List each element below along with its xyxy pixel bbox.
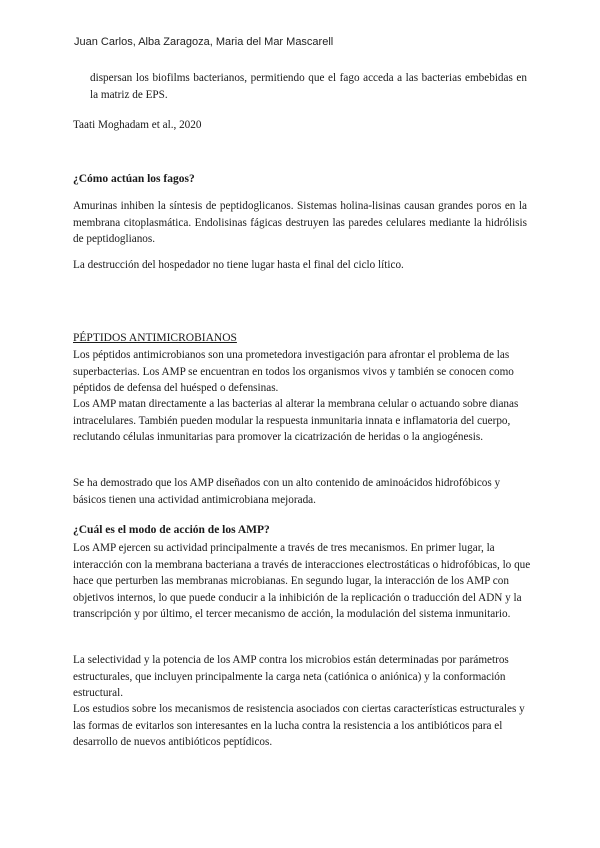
amp-section-title: PÉPTIDOS ANTIMICROBIANOS [73,332,237,344]
phages-heading: ¿Cómo actúan los fagos? [73,173,195,185]
mechanism-paragraph-3: Los estudios sobre los mecanismos de resistencia asociados con ciertas características estructurales y las formas de evitarlos son interesantes en la lucha contra la resistencia a los antibióticos para el desarrollo de nuevos antibióticos peptídicos. [73,703,525,748]
amp-paragraph-1: Los péptidos antimicrobianos son una prometedora investigación para afrontar el problema de las superbacterias. Los AMP se encuentran en todos los organismos vivos y también se conocen como péptidos de defensa del huésped o defensinas. [73,349,514,394]
phages-paragraph-1: Amurinas inhiben la síntesis de peptidoglicanos. Sistemas holina-lisinas causan grandes poros en la membrana citoplasmática. Endolisinas fágicas destruyen las paredes celulares mediante la hidrólisis de peptidoglianos. [73,200,527,245]
mechanism-paragraph-1: Los AMP ejercen su actividad principalmente a través de tres mecanismos. En primer lugar, la interacción con la membrana bacteriana a través de interacciones electrostáticas o hidrofóbicas, lo que hace que perturben las membranas microbianas. En segundo lugar, la interacción de los AMP con objetivos internos, lo que puede conducir a la inhibición de la replicación o traducción del ADN y la transcripción y por último, el tercer mecanismo de acción, la modulación del sistema inmunitario. [73,542,531,620]
mechanism-paragraph-2: La selectividad y la potencia de los AMP contra los microbios están determinadas por parámetros estructurales, que incluyen principalmente la carga neta (catiónica o aniónica) y la conformación estructural. [73,654,509,699]
amp-paragraph-2: Los AMP matan directamente a las bacterias al alterar la membrana celular o actuando sobre dianas intracelulares. También pueden modular la respuesta inmunitaria innata e inflamatoria del cuerpo, reclutando células inmunitarias para promover la cicatrización de heridas o la angiogénesis. [73,398,519,443]
page-header-authors: Juan Carlos, Alba Zaragoza, Maria del Mar Mascarell [74,36,334,48]
phages-paragraph-2: La destrucción del hospedador no tiene lugar hasta el final del ciclo lítico. [73,259,404,271]
intro-continuation-paragraph: dispersan los biofilms bacterianos, permitiendo que el fago acceda a las bacterias embebidas en la matriz de EPS. [90,72,527,101]
amp-paragraph-3: Se ha demostrado que los AMP diseñados con un alto contenido de aminoácidos hidrofóbicos y básicos tienen una actividad antimicrobiana mejorada. [73,477,501,506]
intro-citation: Taati Moghadam et al., 2020 [73,119,202,131]
mechanism-heading: ¿Cuál es el modo de acción de los AMP? [73,524,270,536]
